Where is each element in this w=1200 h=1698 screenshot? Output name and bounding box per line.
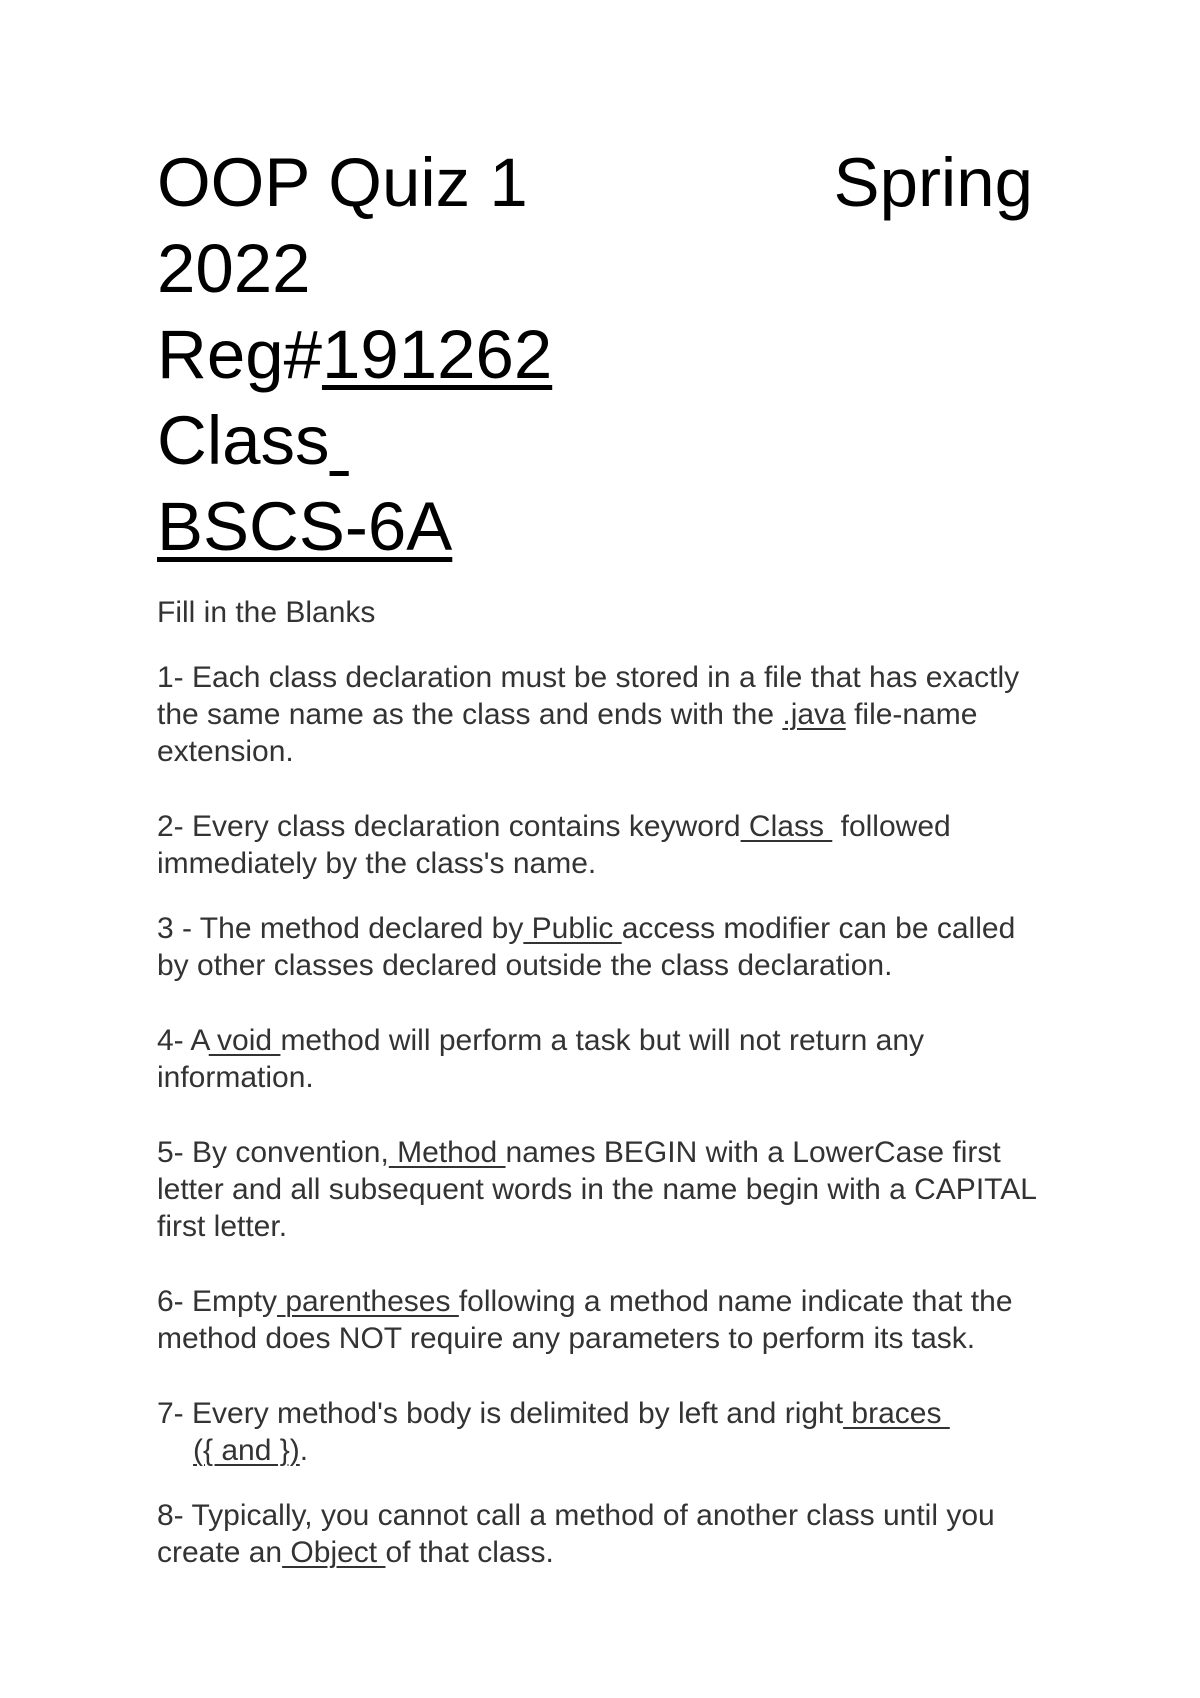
question-7-line-1 (157, 1395, 1037, 1432)
question-text: 5- By convention, (157, 1136, 389, 1169)
class-value-line (157, 484, 1037, 570)
answer-blank: parentheses (277, 1285, 459, 1318)
answer-blank: Class (740, 810, 833, 843)
heading-title-row (157, 140, 1033, 226)
question-text: 3 - The method declared by (157, 912, 524, 945)
section-label: Fill in the Blanks (157, 596, 376, 629)
quiz-heading (157, 140, 1037, 570)
question-text: of that class. (385, 1536, 554, 1569)
question-3 (157, 910, 1037, 984)
question-4 (157, 1022, 1037, 1096)
quiz-season: Spring (833, 144, 1033, 221)
question-7 (157, 1395, 1037, 1469)
question-text: followed immediately by the class's name. (157, 810, 951, 880)
quiz-page (157, 140, 1037, 1571)
question-text: names BEGIN with a LowerCase first letter and all subsequent words in the name begin with a CAPITAL first letter. (157, 1136, 1036, 1243)
answer-blank: void (208, 1024, 281, 1057)
question-1 (157, 659, 1037, 770)
reg-label: Reg# (157, 316, 322, 393)
class-label: Class (157, 402, 330, 479)
question-text: file-name extension. (157, 698, 978, 768)
answer-blank: Object (282, 1536, 386, 1569)
quiz-year: 2022 (157, 230, 311, 307)
class-line (157, 398, 1037, 484)
question-2 (157, 808, 1037, 882)
question-text: 2- Every class declaration contains keyword (157, 810, 741, 843)
answer-blank: braces (843, 1397, 950, 1430)
question-text: 6- Empty (157, 1285, 278, 1318)
question-text: method will perform a task but will not return any information. (157, 1024, 925, 1094)
reg-line (157, 312, 1037, 398)
reg-number: 191262 (321, 316, 553, 393)
answer-blank: Method (388, 1136, 506, 1169)
question-text: . (299, 1434, 309, 1467)
answer-blank-continued: ({ and }) (193, 1434, 300, 1467)
question-8 (157, 1497, 1037, 1571)
question-6 (157, 1283, 1037, 1357)
question-7-line-2 (157, 1432, 1037, 1469)
question-text: 1- Each class declaration must be stored in a file that has exactly the same name as the class and ends with the (157, 661, 1020, 731)
class-blank (330, 402, 349, 479)
question-text: 4- A (157, 1024, 209, 1057)
question-text: access modifier can be called by other classes declared outside the class declaration. (157, 912, 1016, 982)
answer-blank: .java (782, 698, 846, 731)
quiz-title: OOP Quiz 1 (157, 144, 528, 221)
answer-blank: Public (523, 912, 622, 945)
class-value: BSCS-6A (157, 488, 453, 565)
question-text: 7- Every method's body is delimited by left and right (157, 1397, 844, 1430)
question-5 (157, 1134, 1037, 1245)
question-text: following a method name indicate that the method does NOT require any parameters to perform its task. (157, 1285, 1013, 1355)
question-text: 8- Typically, you cannot call a method of another class until you create an (157, 1499, 995, 1569)
